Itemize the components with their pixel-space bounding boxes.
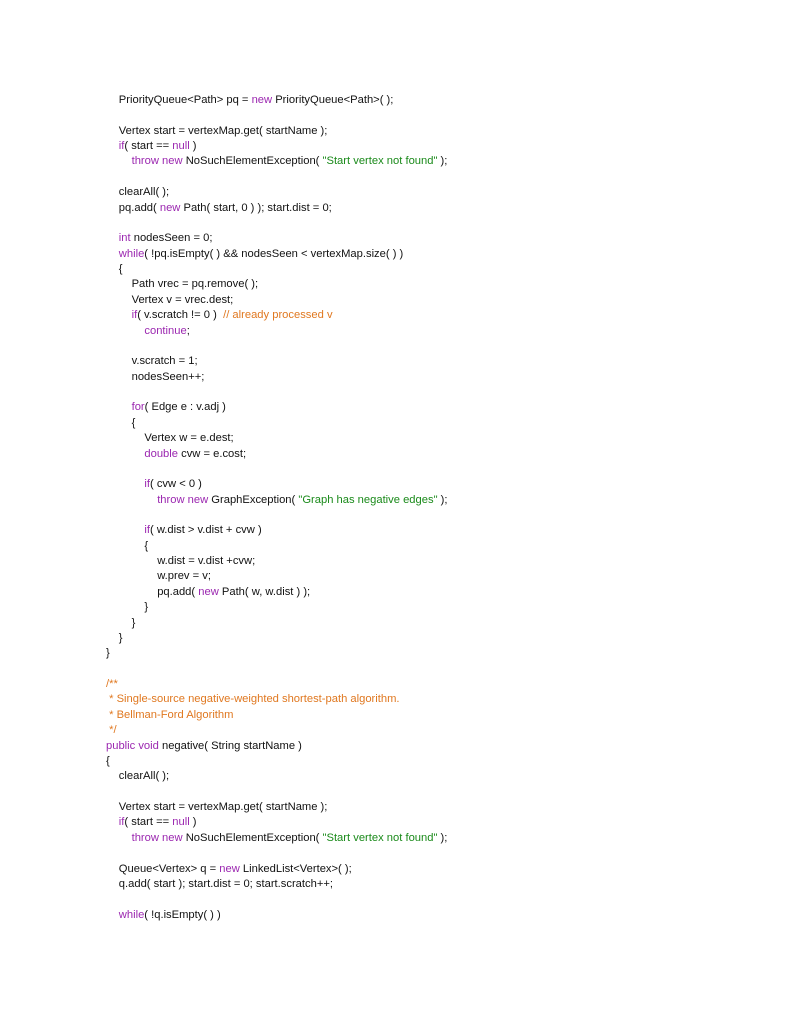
code-token: Path( w, w.dist ) );	[218, 585, 311, 598]
code-token: ( v.scratch != 0 )	[137, 309, 224, 322]
code-token: LinkedList<Vertex>( );	[239, 862, 352, 875]
code-line	[106, 677, 118, 691]
code-line	[132, 293, 234, 307]
code-line	[132, 308, 333, 322]
code-token: }	[131, 616, 136, 629]
code-token: pq.add(	[118, 201, 160, 214]
code-line	[119, 93, 394, 107]
code-token: {	[118, 263, 123, 276]
code-line	[106, 646, 110, 660]
code-line	[119, 800, 328, 814]
code-line	[119, 139, 197, 153]
code-line	[119, 877, 333, 891]
code-line	[132, 354, 198, 368]
code-token: GraphException(	[208, 493, 299, 506]
keyword-token: throw new	[157, 493, 209, 506]
code-token: );	[437, 831, 448, 844]
code-token: {	[144, 539, 149, 552]
code-token: );	[437, 493, 448, 506]
code-line	[144, 431, 233, 445]
code-line	[119, 231, 213, 245]
code-line	[106, 754, 110, 768]
code-token: }	[106, 647, 110, 660]
code-line	[157, 554, 255, 568]
string-token: "Graph has negative edges"	[298, 493, 438, 506]
code-token: NoSuchElementException(	[182, 831, 323, 844]
code-token: Queue<Vertex> q =	[118, 862, 220, 875]
code-line	[106, 692, 400, 706]
code-line	[132, 400, 226, 414]
keyword-token: null	[172, 816, 190, 829]
code-token: PriorityQueue<Path>( );	[272, 94, 394, 106]
comment-token: * Single-source negative-weighted shortest-path algorithm.	[106, 693, 400, 706]
code-line	[119, 815, 197, 829]
code-token: Path( start, 0 ) ); start.dist = 0;	[180, 201, 332, 214]
code-token: pq.add(	[157, 585, 199, 598]
code-line	[119, 631, 123, 645]
comment-token: * Bellman-Ford Algorithm	[106, 708, 234, 721]
code-token: ( Edge e : v.adj )	[144, 401, 226, 414]
code-token: w.prev = v;	[157, 570, 211, 583]
code-line	[132, 277, 259, 291]
code-token: ( cvw < 0 )	[149, 478, 202, 491]
code-line	[144, 600, 148, 614]
keyword-token: int	[118, 232, 131, 245]
keyword-token: while	[118, 247, 145, 260]
code-token: ( w.dist > v.dist + cvw )	[149, 524, 262, 537]
comment-token: /**	[106, 678, 118, 691]
code-token: )	[189, 140, 197, 153]
keyword-token: for	[131, 401, 145, 414]
code-line	[144, 539, 148, 553]
code-token: Vertex start = vertexMap.get( startName );	[118, 801, 328, 814]
code-token: ( start ==	[124, 140, 173, 153]
code-token: NoSuchElementException(	[182, 155, 323, 168]
keyword-token: public void	[106, 739, 159, 752]
code-line	[132, 616, 136, 630]
keyword-token: if	[144, 524, 150, 537]
comment-token: // already processed v	[223, 309, 333, 322]
string-token: "Start vertex not found"	[322, 831, 438, 844]
code-token: Vertex v = vrec.dest;	[131, 293, 234, 306]
code-token: clearAll( );	[118, 186, 170, 199]
code-line	[144, 447, 246, 461]
code-token: v.scratch = 1;	[131, 355, 198, 368]
keyword-token: if	[144, 478, 150, 491]
keyword-token: null	[172, 140, 190, 153]
keyword-token: new	[251, 94, 273, 106]
code-token: PriorityQueue<Path> pq =	[118, 94, 252, 106]
code-token: w.dist = v.dist +cvw;	[157, 555, 256, 568]
code-token: ( !q.isEmpty( ) )	[144, 908, 221, 921]
comment-token: */	[106, 724, 117, 737]
code-line	[132, 370, 205, 384]
keyword-token: new	[219, 862, 240, 875]
code-line	[119, 124, 328, 138]
code-line	[157, 569, 211, 583]
keyword-token: continue	[144, 324, 187, 337]
code-token: ( start ==	[124, 816, 173, 829]
code-token: Vertex start = vertexMap.get( startName );	[118, 124, 328, 137]
code-line	[106, 739, 302, 753]
code-token: {	[106, 754, 110, 767]
code-line	[132, 831, 448, 845]
code-token: ;	[186, 324, 190, 337]
keyword-token: if	[118, 816, 125, 829]
code-token: }	[144, 601, 149, 614]
code-token: nodesSeen++;	[131, 370, 205, 383]
string-token: "Start vertex not found"	[322, 155, 438, 168]
code-line	[119, 247, 403, 261]
code-line	[132, 416, 136, 430]
code-line	[119, 201, 332, 215]
keyword-token: double	[144, 447, 178, 460]
code-line	[157, 585, 310, 599]
code-token: );	[437, 155, 448, 168]
code-token: Vertex w = e.dest;	[144, 432, 234, 445]
keyword-token: new	[198, 585, 219, 598]
code-line	[119, 262, 123, 276]
keyword-token: while	[118, 908, 145, 921]
code-line	[144, 324, 189, 338]
keyword-token: if	[131, 309, 138, 322]
code-token: {	[131, 416, 136, 429]
code-line	[106, 708, 233, 722]
code-token: Path vrec = pq.remove( );	[131, 278, 259, 291]
code-line	[106, 723, 117, 737]
code-line	[119, 862, 352, 876]
code-token: }	[118, 631, 123, 644]
code-token: nodesSeen = 0;	[130, 232, 213, 245]
code-line	[132, 154, 448, 168]
code-token: q.add( start ); start.dist = 0; start.scratch++;	[118, 877, 333, 890]
code-token: )	[189, 816, 197, 829]
code-line	[157, 493, 447, 507]
code-line	[119, 769, 169, 783]
code-line	[144, 523, 261, 537]
code-line	[119, 185, 169, 199]
keyword-token: new	[159, 201, 181, 214]
keyword-token: if	[118, 140, 125, 153]
code-token: clearAll( );	[118, 770, 170, 783]
code-line	[144, 477, 202, 491]
code-token: negative( String startName )	[158, 739, 302, 752]
keyword-token: throw new	[131, 155, 183, 168]
code-token: ( !pq.isEmpty( ) && nodesSeen < vertexMap.size( ) )	[144, 247, 404, 260]
code-token: cvw = e.cost;	[178, 447, 247, 460]
code-line	[119, 908, 221, 922]
keyword-token: throw new	[131, 831, 183, 844]
